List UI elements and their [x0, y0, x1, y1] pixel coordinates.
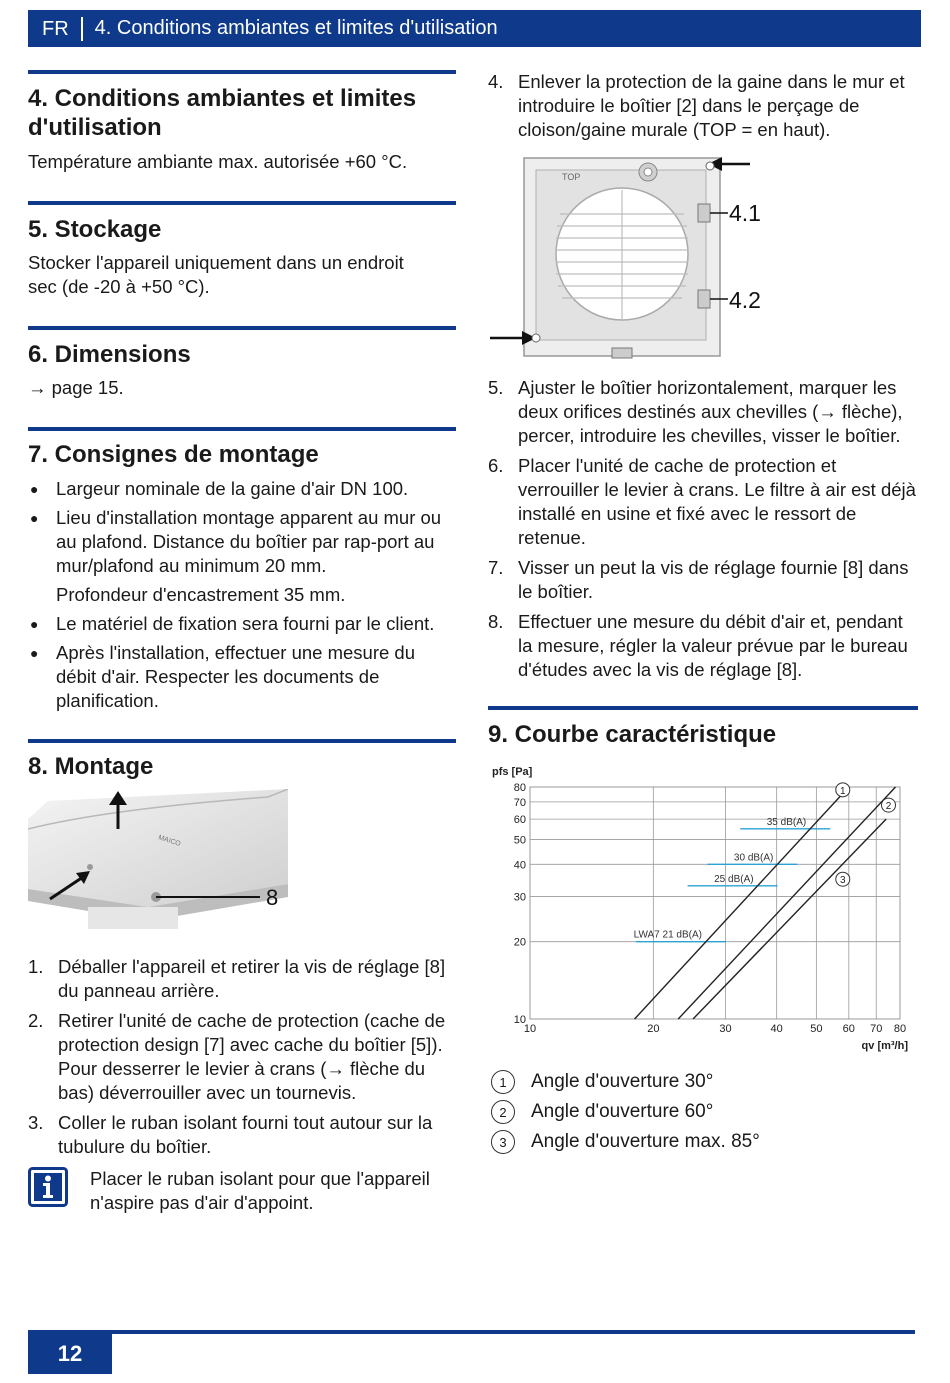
label-4-1: 4.1: [729, 200, 761, 226]
step-text: Enlever la protection de la gaine dans le mur et introduire le boîtier [2] dans le perçage de cloison/gaine murale (TOP = en haut).: [518, 71, 905, 140]
y-axis-label: pfs [Pa]: [492, 766, 533, 778]
step-number: 7.: [488, 557, 504, 578]
screw-label: 8: [266, 885, 279, 910]
section-4-text: Température ambiante max. autorisée +60 °C.: [28, 151, 408, 172]
step-number: 5.: [488, 377, 504, 398]
step-text: Déballer l'appareil et retirer la vis de réglage [8] du panneau arrière.: [58, 956, 446, 1001]
legend-item: [488, 1100, 918, 1124]
characteristic-curve-chart: [488, 757, 913, 1062]
y-tick-label: 20: [513, 936, 526, 949]
label-4-2: 4.2: [729, 287, 761, 313]
list-item: [488, 454, 918, 550]
info-icon: [28, 1167, 68, 1207]
page-header: [28, 10, 921, 47]
y-tick-label: 50: [513, 834, 526, 847]
header-title: 4. Conditions ambiantes et limites d'utilisation: [94, 17, 498, 39]
y-tick-label: 40: [513, 859, 526, 872]
noise-label: 30 dB(A): [733, 852, 774, 864]
x-tick-label: 60: [842, 1023, 855, 1035]
x-tick-label: 80: [893, 1023, 907, 1035]
step-text: Retirer l'unité de cache de protection (cache de protection design [7] avec cache du boîtier [5]). Pour desserrer le levier à crans (→ flèche du bas) déverrouiller avec un tournevis.: [58, 1010, 446, 1103]
series-marker-label: 1: [839, 785, 846, 797]
step-text: Ajuster le boîtier horizontalement, marquer les deux orifices destinés aux chevilles (→ flèche), percer, introduire les chevilles, visser le boîtier.: [518, 377, 903, 446]
x-tick-label: 50: [810, 1023, 823, 1035]
list-item: ● Lieu d'installation montage apparent au mur ou au plafond. Distance du boîtier par rap-port au mur/plafond au minimum 20 mm.: [28, 506, 456, 578]
section-4-title: 4. Conditions ambiantes et limites d'utilisation: [28, 85, 417, 141]
y-tick-label: 10: [513, 1014, 526, 1026]
legend-symbol: 2: [491, 1100, 515, 1124]
list-item: ● Après l'installation, effectuer une mesure du débit d'air. Respecter les documents de planification.: [28, 641, 456, 713]
step-text: Effectuer une mesure du débit d'air et, pendant la mesure, régler la valeur prévue par le bureau d'études avec la vis de réglage [8].: [518, 611, 908, 680]
list-item: ● Largeur nominale de la gaine d'air DN 100.: [28, 477, 456, 501]
list-item: [28, 955, 456, 1003]
footer-line: [28, 1330, 915, 1334]
step-number: 2.: [28, 1010, 44, 1031]
section-6-text: → page 15.: [28, 377, 124, 398]
step4-list: [488, 70, 918, 142]
list-item: Profondeur d'encastrement 35 mm.: [56, 584, 346, 605]
x-tick-label: 20: [647, 1023, 660, 1035]
section-7: [28, 427, 456, 713]
top-mark: TOP: [562, 172, 581, 182]
list-item: [488, 610, 918, 682]
section-7-title: 7. Consignes de montage: [28, 441, 319, 468]
x-axis-label: qv [m³/h]: [861, 1040, 908, 1052]
list-item: [488, 376, 918, 448]
step-number: 6.: [488, 455, 504, 476]
section-6-title: 6. Dimensions: [28, 341, 191, 368]
page-number: 12: [28, 1334, 112, 1374]
section-9: [488, 706, 918, 1154]
legend-item: [488, 1130, 918, 1154]
installation-steps-list: [488, 376, 918, 682]
list-item: [28, 1111, 456, 1159]
section-8-title: 8. Montage: [28, 753, 154, 780]
series-marker-label: 2: [885, 801, 892, 813]
noise-label: LWA7 21 dB(A): [633, 929, 702, 941]
step-number: 4.: [488, 71, 504, 92]
section-5-text: Stocker l'appareil uniquement dans un endroit sec (de -20 à +50 °C).: [28, 252, 404, 297]
section-5: [28, 201, 456, 299]
legend-text: Angle d'ouverture 60°: [531, 1101, 714, 1122]
section-6: [28, 326, 456, 400]
series-marker-label: 3: [839, 875, 846, 887]
section-8: [28, 739, 456, 1215]
y-tick-label: 70: [513, 796, 526, 809]
x-tick-label: 30: [719, 1023, 732, 1035]
legend-text: Angle d'ouverture max. 85°: [531, 1131, 760, 1152]
list-item: [488, 70, 918, 142]
y-tick-label: 80: [513, 782, 526, 794]
legend-text: Angle d'ouverture 30°: [531, 1071, 714, 1092]
list-item: [28, 1009, 456, 1105]
list-item: [488, 556, 918, 604]
montage-steps-list: [28, 955, 456, 1159]
info-text: Placer le ruban isolant pour que l'appareil n'aspire pas d'air d'appoint.: [90, 1168, 430, 1213]
x-tick-label: 70: [870, 1023, 883, 1035]
noise-label: 35 dB(A): [766, 816, 807, 828]
x-tick-label: 40: [770, 1023, 783, 1035]
right-column: [488, 70, 918, 1160]
legend-symbol: 3: [491, 1130, 515, 1154]
housing-illustration: [488, 150, 778, 360]
step-number: 1.: [28, 956, 44, 977]
section-5-title: 5. Stockage: [28, 216, 162, 243]
section-9-title: 9. Courbe caractéristique: [488, 721, 777, 748]
curve-legend: [488, 1070, 918, 1154]
x-tick-label: 10: [523, 1023, 537, 1035]
montage-notes-list: [28, 477, 456, 713]
noise-label: 25 dB(A): [714, 873, 754, 885]
device-logo: MAICO: [157, 834, 182, 848]
y-tick-label: 60: [513, 814, 526, 827]
step-text: Visser un peut la vis de réglage fournie [8] dans le boîtier.: [518, 557, 909, 602]
step-number: 8.: [488, 611, 504, 632]
legend-symbol: 1: [491, 1070, 515, 1094]
legend-item: [488, 1070, 918, 1094]
step-text: Coller le ruban isolant fourni tout autour sur la tubulure du boîtier.: [58, 1112, 433, 1157]
step-number: 3.: [28, 1112, 44, 1133]
y-tick-label: 30: [513, 891, 526, 904]
info-note: [28, 1167, 456, 1215]
step-text: Placer l'unité de cache de protection et verrouiller le levier à crans. Le filtre à air est déjà installé en usine et fixé avec le ressort de retenue.: [518, 455, 916, 548]
list-item: ● Le matériel de fixation sera fourni par le client.: [28, 612, 456, 636]
section-4: [28, 70, 456, 174]
plot-area: [530, 787, 900, 1019]
left-column: [28, 70, 456, 1215]
language-label: FR: [28, 17, 83, 41]
device-illustration: [28, 789, 318, 929]
